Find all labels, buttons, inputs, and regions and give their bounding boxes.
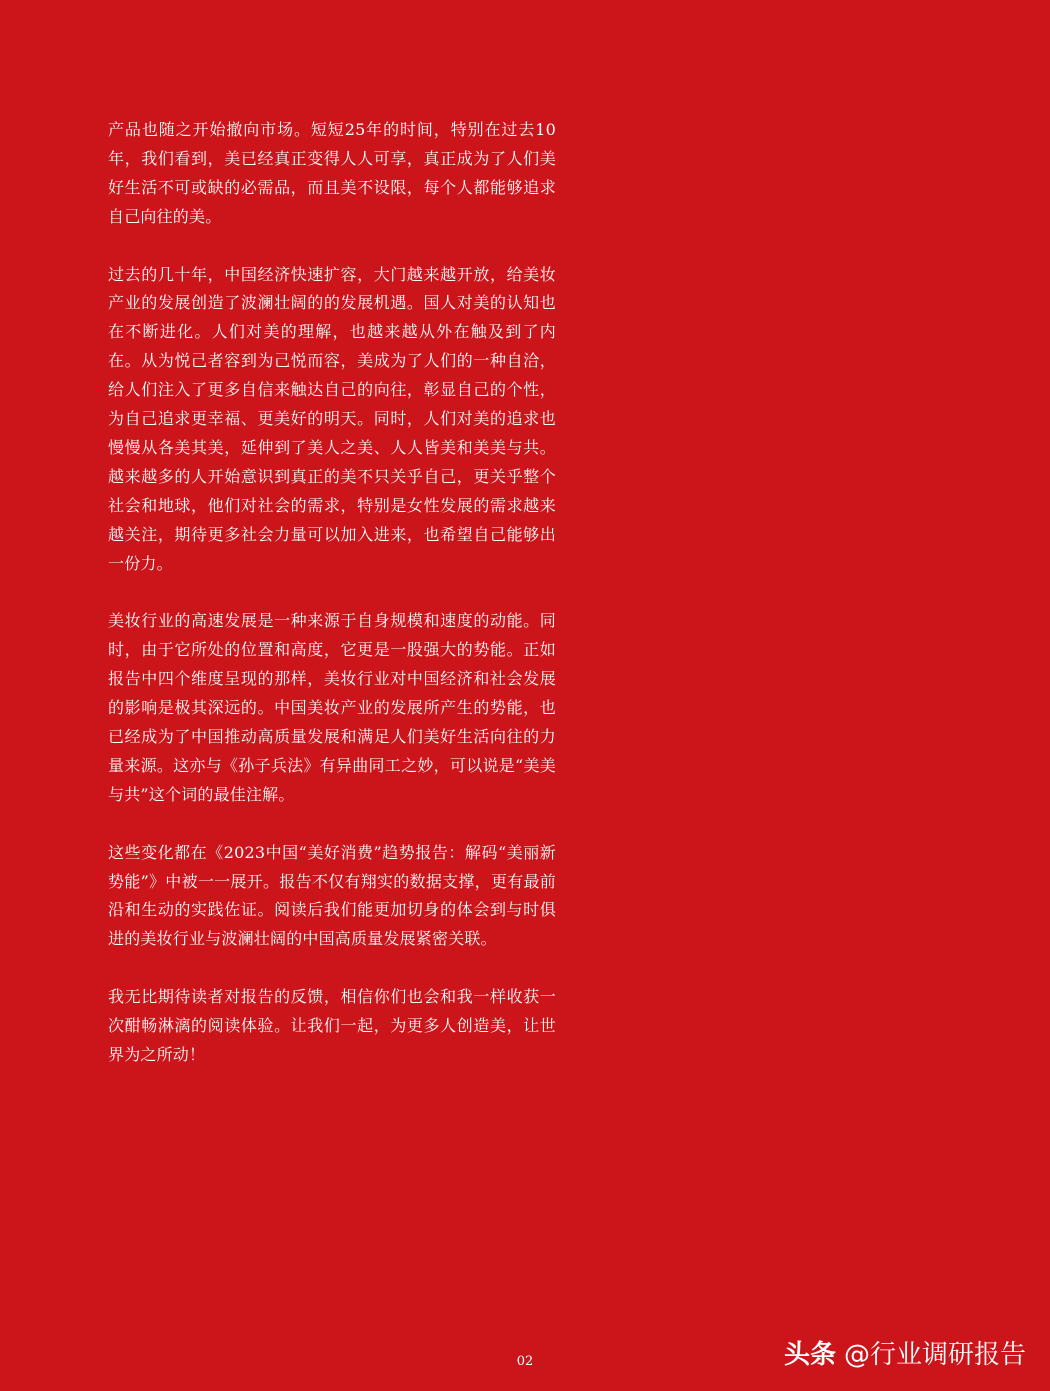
watermark [784,1334,1026,1371]
paragraph-4: 这些变化都在《2023中国“美好消费”趋势报告：解码“美丽新势能”》中被一一展开。报告不仅有翔实的数据支撑，更有最前沿和生动的实践佐证。阅读后我们能更加切身的体会到与时俱进的美妆行业与波澜壮阔的中国高质量发展紧密关联。 [108,842,556,949]
watermark-brand: 头条 [783,1340,836,1370]
paragraph-2: 过去的几十年，中国经济快速扩容，大门越来越开放，给美妆产业的发展创造了波澜壮阔的的发展机遇。国人对美的认知也在不断进化。人们对美的理解，也越来越从外在触及到了内在。从为悦己者容到为己悦而容，美成为了人们的一种自洽，给人们注入了更多自信来触达自己的向往，彰显自己的个性，为自己追求更幸福、更美好的明天。同时，人们对美的追求也慢慢从各美其美，延伸到了美人之美、人人皆美和美美与共。越来越多的人开始意识到真正的美不只关乎自己，更关乎整个社会和地球，他们对社会的需求，特别是女性发展的需求越来越关注，期待更多社会力量可以加入进来，也希望自己能够出一份力。 [108,264,556,573]
body-text [108,116,556,1099]
paragraph-3: 美妆行业的高速发展是一种来源于自身规模和速度的动能。同时，由于它所处的位置和高度，它更是一股强大的势能。正如报告中四个维度呈现的那样，美妆行业对中国经济和社会发展的影响是极其深远的。中国美妆产业的发展所产生的势能，也已经成为了中国推动高质量发展和满足人们美好生活向往的力量来源。这亦与《孙子兵法》有异曲同工之妙，可以说是“美美与共”这个词的最佳注解。 [108,611,556,804]
paragraph-5: 我无比期待读者对报告的反馈，相信你们也会和我一样收获一次酣畅淋漓的阅读体验。让我们一起，为更多人创造美，让世界为之所动！ [108,987,556,1064]
paragraph-1: 产品也随之开始撤向市场。短短25年的时间，特别在过去10年，我们看到，美已经真正变得人人可享，真正成为了人们美好生活不可或缺的必需品，而且美不设限，每个人都能够追求自己向往的美。 [108,120,556,226]
watermark-handle: @行业调研报告 [843,1340,1026,1370]
page-number: 02 [516,1354,534,1369]
